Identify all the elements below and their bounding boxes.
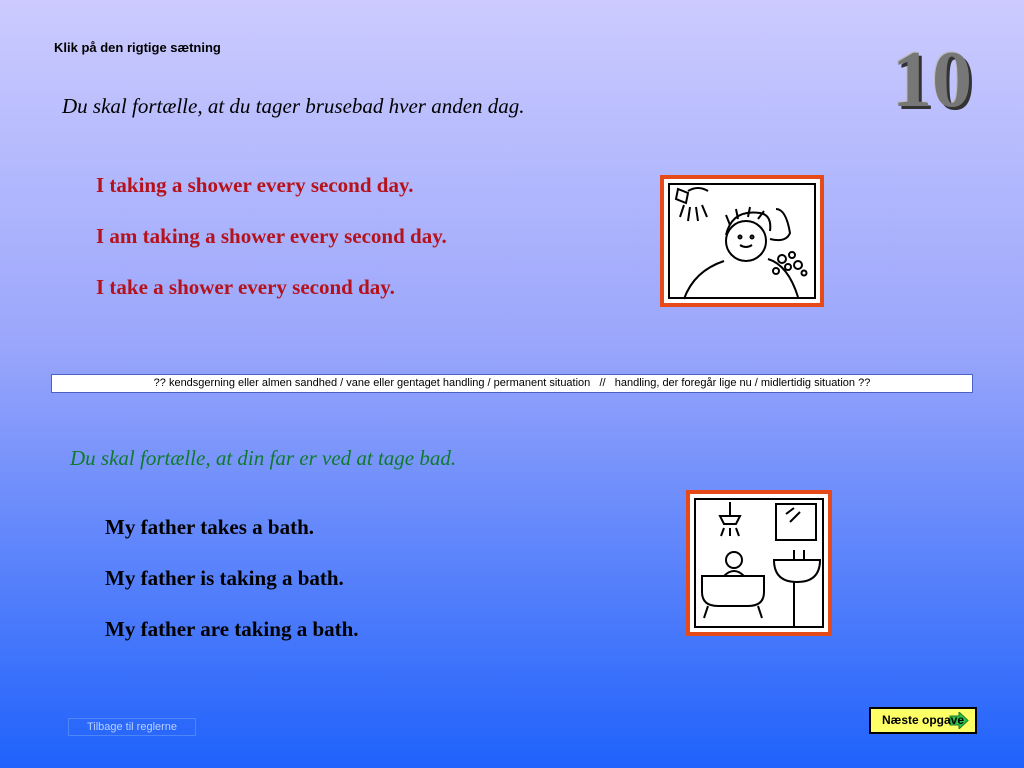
back-to-rules-link[interactable]: Tilbage til reglerne xyxy=(68,718,196,736)
next-task-button[interactable] xyxy=(869,707,977,734)
answer-option[interactable]: I am taking a shower every second day. xyxy=(96,224,447,248)
slide-number: 10 xyxy=(892,36,972,124)
shower-illustration-icon xyxy=(660,175,824,307)
next-task-label: Næste opgave xyxy=(881,713,965,727)
bathtub-illustration-icon xyxy=(686,490,832,636)
bathtub-drawing xyxy=(690,494,828,632)
answer-options-1 xyxy=(96,173,447,326)
answer-option[interactable]: My father are taking a bath. xyxy=(105,617,359,641)
prompt-2: Du skal fortælle, at din far er ved at tage bad. xyxy=(70,446,457,470)
instruction-text: Klik på den rigtige sætning xyxy=(54,40,221,55)
answer-option[interactable]: I taking a shower every second day. xyxy=(96,173,414,197)
answer-options-2 xyxy=(105,515,359,668)
shower-drawing xyxy=(664,179,820,303)
rule-hint-bar: ?? kendsgerning eller almen sandhed / vane eller gentaget handling / permanent situation // handling, der foregår lige nu / midlertidig situation ?? xyxy=(51,374,973,393)
answer-option[interactable]: My father is taking a bath. xyxy=(105,566,344,590)
answer-option[interactable]: My father takes a bath. xyxy=(105,515,315,539)
answer-option[interactable]: I take a shower every second day. xyxy=(96,275,395,299)
prompt-1: Du skal fortælle, at du tager brusebad hver anden dag. xyxy=(62,94,525,118)
